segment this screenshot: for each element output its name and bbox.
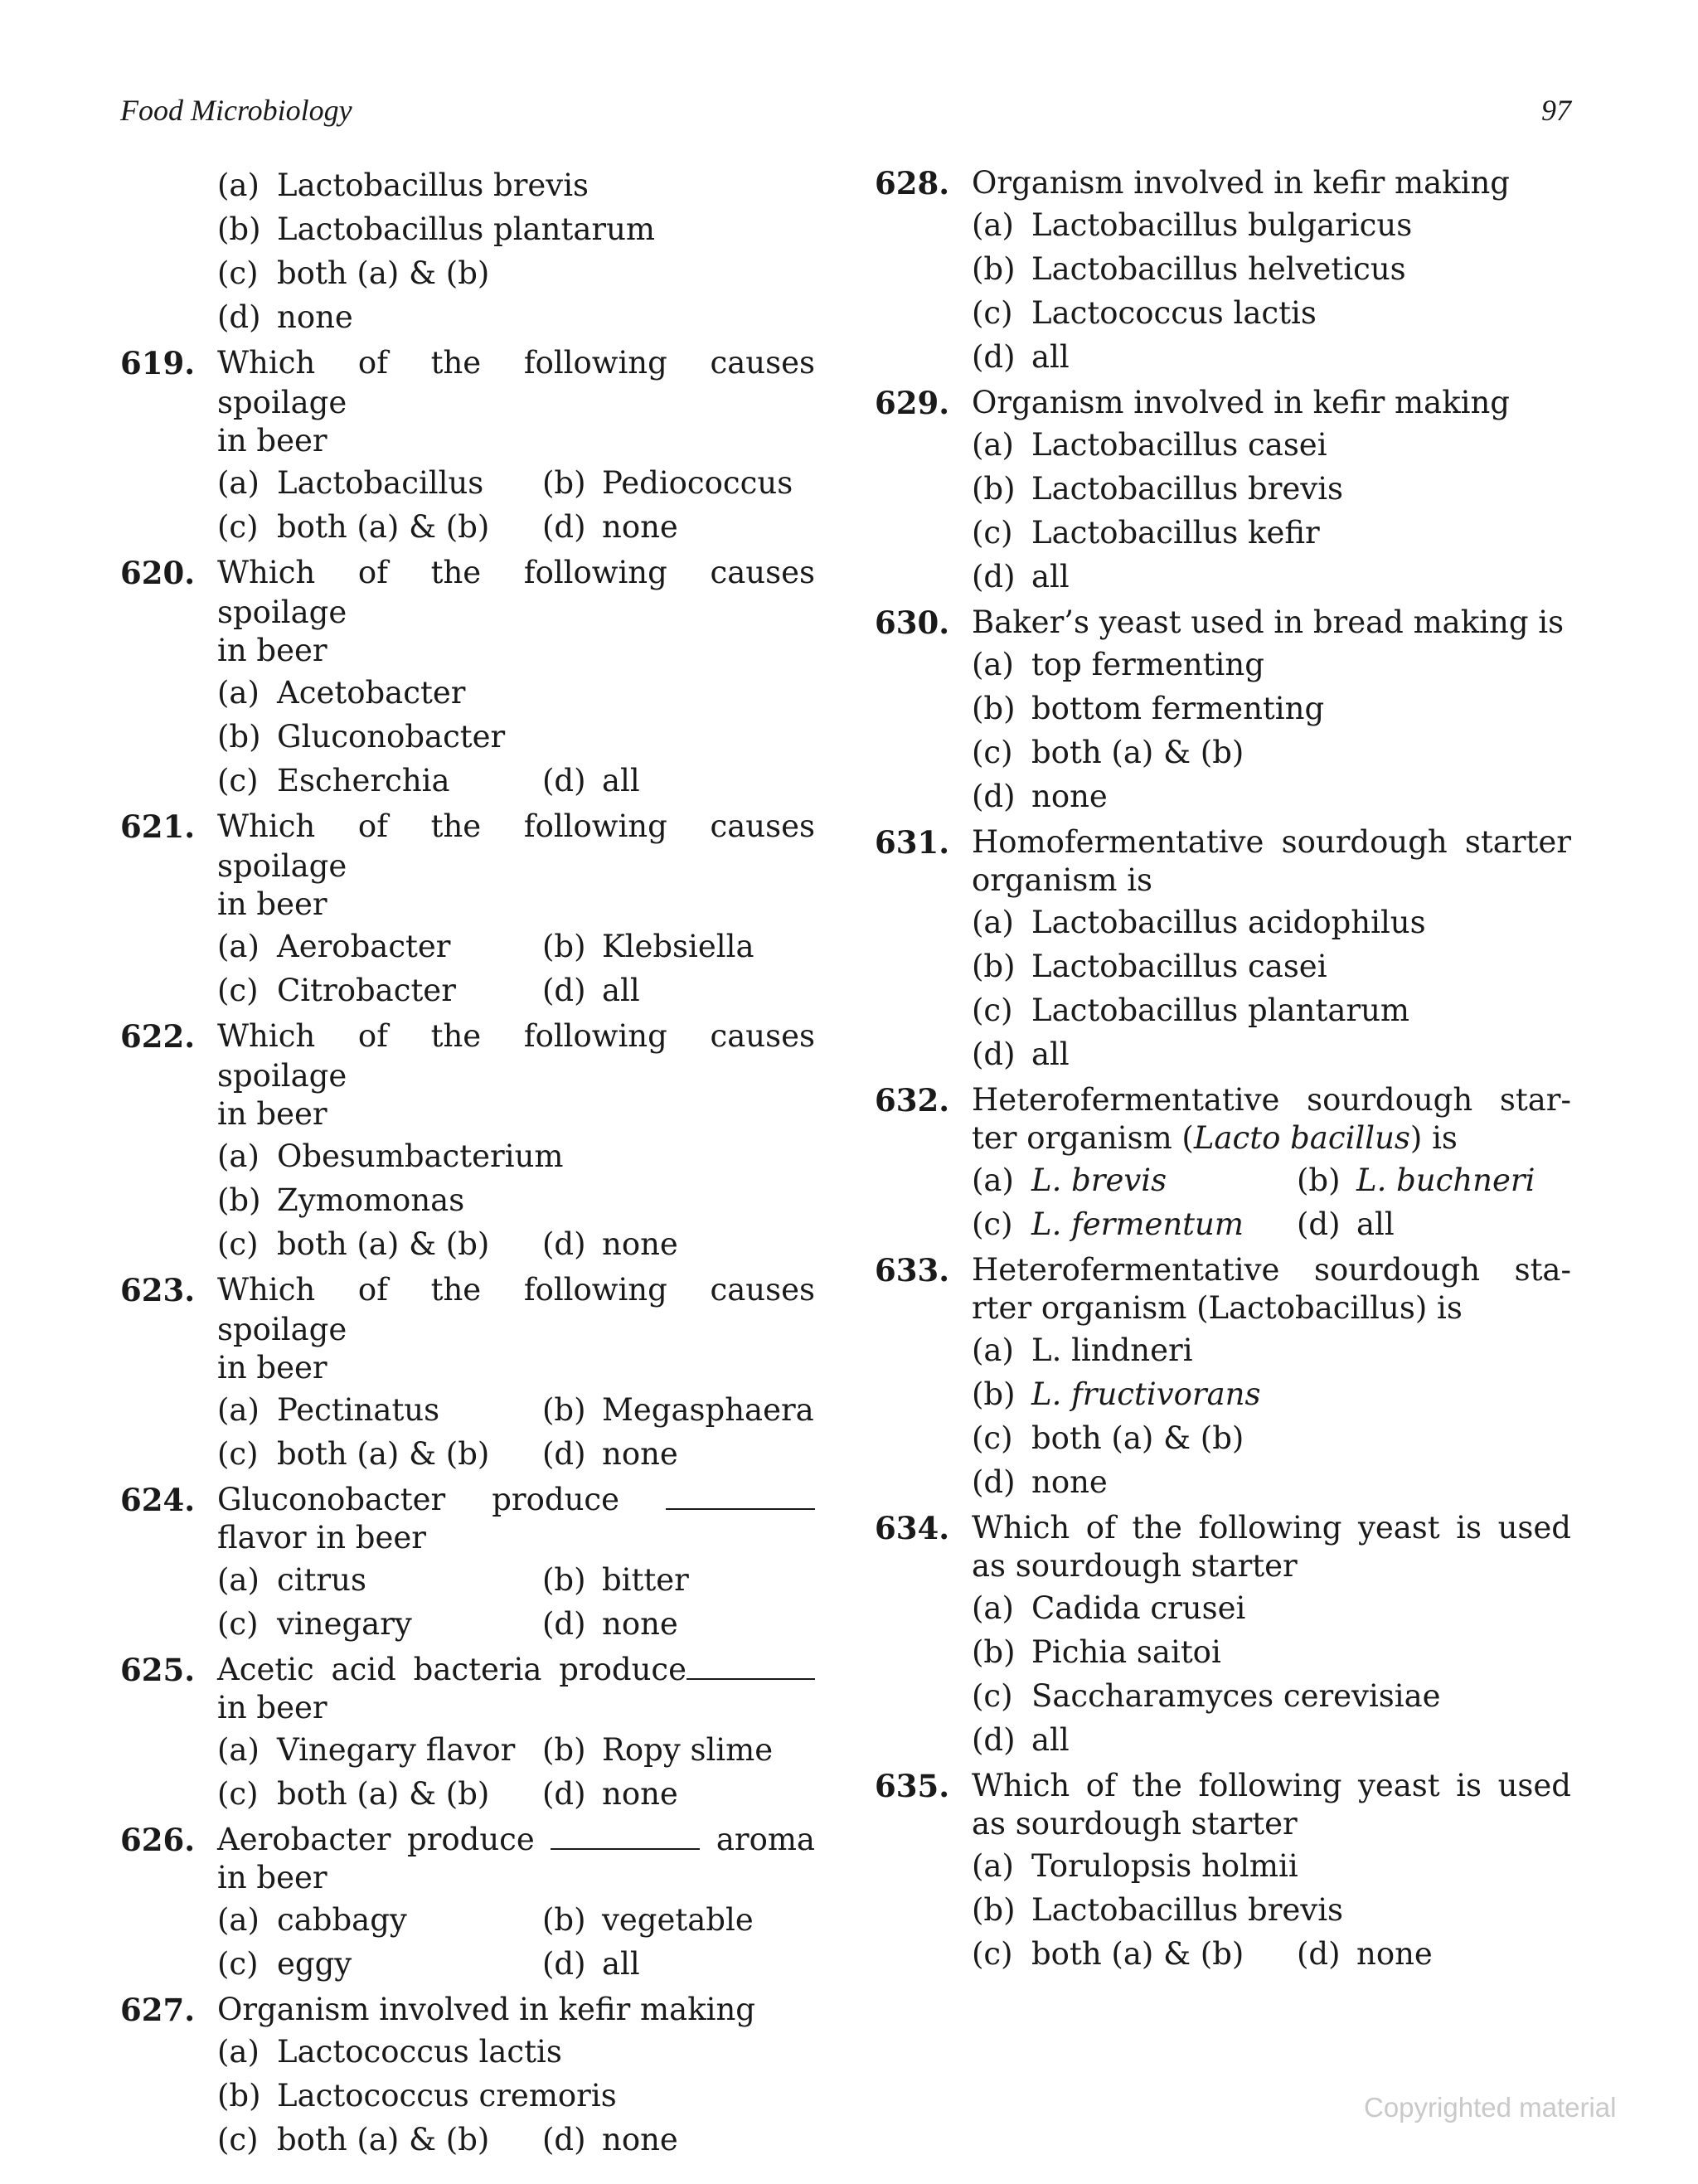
question-text: Organism involved in kefir making [217, 1992, 755, 2027]
option-d: (d) none [217, 299, 353, 335]
option-a: (a) Lactococcus lactis [217, 2034, 562, 2070]
question-text: Which of the following causes spoilage [217, 808, 815, 884]
option-c: (c) Saccharamyces cerevisiae [972, 1678, 1441, 1714]
question-626 [120, 1820, 815, 1986]
question-text: in beer [217, 1690, 327, 1725]
option-c: (c) both (a) & (b) [217, 1436, 490, 1472]
option-d: (d) all [542, 763, 640, 798]
question-text: in beer [217, 1350, 327, 1386]
option-b: (b) Klebsiella [542, 929, 754, 964]
option-c: (c) Lactobacillus plantarum [972, 993, 1409, 1028]
option-a: (a) Lactobacillus brevis [217, 167, 589, 203]
option-c: (c) both (a) & (b) [972, 1936, 1244, 1972]
option-b: (b) Pediococcus [542, 465, 793, 501]
question-634 [875, 1508, 1571, 1762]
option-a: (a) Lactobacillus bulgaricus [972, 207, 1413, 243]
question-text: in beer [217, 423, 327, 459]
question-619 [120, 343, 815, 549]
option-b: (b) bottom fermenting [972, 691, 1325, 726]
option-c: (c) both (a) & (b) [217, 1776, 490, 1812]
option-a: (a) Pectinatus [217, 1392, 440, 1428]
option-d: (d) none [542, 1606, 678, 1642]
question-text: in beer [217, 1096, 327, 1132]
question-text: Organism involved in kefir making [972, 165, 1510, 201]
question-number: 619. [120, 345, 196, 381]
option-a: (a) Aerobacter [217, 929, 451, 964]
option-a: (a) Lactobacillus casei [972, 427, 1327, 463]
option-b: (b) bitter [542, 1562, 689, 1598]
question-number: 635. [875, 1768, 950, 1804]
option-a: (a) L. lindneri [972, 1332, 1193, 1368]
running-header-title: Food Microbiology [120, 94, 352, 127]
option-d: (d) none [972, 1464, 1108, 1500]
option-b: (b) Pichia saitoi [972, 1634, 1221, 1670]
copyright-watermark: Copyrighted material [1364, 2092, 1617, 2123]
page-number: 97 [1541, 94, 1571, 127]
option-c: (c) vinegary [217, 1606, 412, 1642]
question-text: ter organism (Lacto bacillus) is [972, 1120, 1458, 1156]
question-620 [120, 553, 815, 803]
option-d: (d) all [972, 1036, 1070, 1072]
question-text: Homofermentative sourdough starter [972, 824, 1571, 860]
option-b: (b) Lactobacillus brevis [972, 471, 1344, 507]
question-number: 630. [875, 604, 950, 641]
option-a: (a) Cadida crusei [972, 1590, 1246, 1626]
option-d: (d) none [542, 1226, 678, 1262]
fill-in-blank [686, 1657, 815, 1680]
question-text: as sourdough starter [972, 1548, 1298, 1584]
option-a: (a) Vinegary flavor [217, 1732, 516, 1768]
option-a: (a) Torulopsis holmii [972, 1848, 1298, 1884]
question-text: Which of the following causes spoilage [217, 345, 815, 420]
option-d: (d) none [542, 2122, 678, 2157]
option-a: (a) citrus [217, 1562, 366, 1598]
option-c: (c) both (a) & (b) [217, 2122, 490, 2157]
question-627 [120, 1990, 815, 2162]
question-number: 625. [120, 1652, 196, 1688]
question-text: Which of the following yeast is used [972, 1768, 1571, 1803]
question-621 [120, 807, 815, 1012]
option-c: (c) Escherchia [217, 763, 450, 798]
option-b: (b) vegetable [542, 1902, 754, 1938]
fill-in-blank [551, 1827, 700, 1850]
option-d: (d) none [1297, 1936, 1433, 1972]
question-number: 624. [120, 1482, 196, 1518]
option-b: (b) Lactococcus cremoris [217, 2078, 617, 2114]
question-number: 633. [875, 1252, 950, 1289]
option-a: (a) Obesumbacterium [217, 1138, 564, 1174]
question-number: 634. [875, 1510, 950, 1546]
question-number: 623. [120, 1272, 196, 1308]
option-d: (d) none [542, 509, 678, 545]
right-column [875, 163, 1571, 1980]
option-b: (b) Lactobacillus casei [972, 949, 1327, 984]
option-c: (c) both (a) & (b) [217, 1226, 490, 1262]
question-number: 626. [120, 1822, 196, 1858]
option-c: (c) Lactococcus lactis [972, 295, 1317, 331]
question-629 [875, 383, 1571, 599]
question-630 [875, 603, 1571, 818]
question-text: Heterofermentative sourdough star- [972, 1082, 1571, 1118]
option-a: (a) Lactobacillus [217, 465, 484, 501]
question-number: 621. [120, 808, 196, 845]
question-635 [875, 1766, 1571, 1976]
question-618-continuation [120, 163, 815, 339]
question-text: Which of the following causes spoilage [217, 555, 815, 630]
question-text: Aerobacter produce aroma [217, 1822, 815, 1857]
option-c: (c) Lactobacillus kefir [972, 515, 1320, 551]
question-number: 627. [120, 1992, 196, 2028]
question-623 [120, 1270, 815, 1476]
question-text: organism is [972, 862, 1153, 898]
option-b: (b) Lactobacillus plantarum [217, 211, 655, 247]
option-b: (b) Megasphaera [542, 1392, 814, 1428]
question-633 [875, 1250, 1571, 1504]
question-text: Which of the following yeast is used [972, 1510, 1571, 1546]
option-c: (c) both (a) & (b) [972, 735, 1244, 770]
option-d: (d) all [1297, 1206, 1395, 1242]
option-b: (b) Lactobacillus helveticus [972, 251, 1406, 287]
option-b: (b) Zymomonas [217, 1182, 465, 1218]
option-b: (b) L. fructivorans [972, 1376, 1261, 1412]
option-a: (a) L. brevis [972, 1162, 1167, 1198]
question-text: as sourdough starter [972, 1806, 1298, 1842]
fill-in-blank [666, 1487, 815, 1510]
question-number: 628. [875, 165, 950, 201]
question-625 [120, 1650, 815, 1816]
option-c: (c) both (a) & (b) [972, 1420, 1244, 1456]
option-d: (d) none [542, 1776, 678, 1812]
option-d: (d) all [542, 973, 640, 1008]
option-a: (a) Acetobacter [217, 675, 466, 711]
option-d: (d) all [972, 1722, 1070, 1758]
option-b: (b) Ropy slime [542, 1732, 774, 1768]
option-b: (b) L. buchneri [1297, 1162, 1535, 1198]
question-text: Organism involved in kefir making [972, 385, 1510, 420]
option-d: (d) all [972, 339, 1070, 375]
question-text: Which of the following causes spoilage [217, 1018, 815, 1094]
option-a: (a) top fermenting [972, 647, 1264, 682]
option-d: (d) all [542, 1946, 640, 1982]
question-631 [875, 823, 1571, 1076]
left-column [120, 163, 815, 2166]
option-d: (d) all [972, 559, 1070, 595]
question-text: in beer [217, 633, 327, 668]
option-c: (c) eggy [217, 1946, 352, 1982]
option-a: (a) cabbagy [217, 1902, 407, 1938]
question-text: flavor in beer [217, 1520, 426, 1555]
question-text: rter organism (Lactobacillus) is [972, 1290, 1463, 1326]
question-628 [875, 163, 1571, 379]
question-number: 631. [875, 824, 950, 861]
question-624 [120, 1480, 815, 1646]
option-b: (b) Lactobacillus brevis [972, 1892, 1344, 1928]
option-c: (c) Citrobacter [217, 973, 456, 1008]
option-a: (a) Lactobacillus acidophilus [972, 905, 1426, 940]
question-text: in beer [217, 886, 327, 922]
question-text: Which of the following causes spoilage [217, 1272, 815, 1347]
option-c: (c) both (a) & (b) [217, 255, 490, 291]
question-text: in beer [217, 1860, 327, 1895]
question-622 [120, 1017, 815, 1266]
question-number: 629. [875, 385, 950, 421]
question-number: 622. [120, 1018, 196, 1055]
question-text: Gluconobacter produce [120, 1480, 815, 1520]
question-text: Baker’s yeast used in bread making is [972, 604, 1565, 640]
question-number: 632. [875, 1082, 950, 1119]
question-number: 620. [120, 555, 196, 591]
option-d: (d) none [542, 1436, 678, 1472]
option-c: (c) L. fermentum [972, 1206, 1244, 1242]
option-c: (c) both (a) & (b) [217, 509, 490, 545]
question-text: Heterofermentative sourdough sta- [972, 1252, 1571, 1288]
question-632 [875, 1080, 1571, 1246]
option-b: (b) Gluconobacter [217, 719, 506, 755]
option-d: (d) none [972, 779, 1108, 814]
question-text: Acetic acid bacteria produce [120, 1650, 815, 1690]
